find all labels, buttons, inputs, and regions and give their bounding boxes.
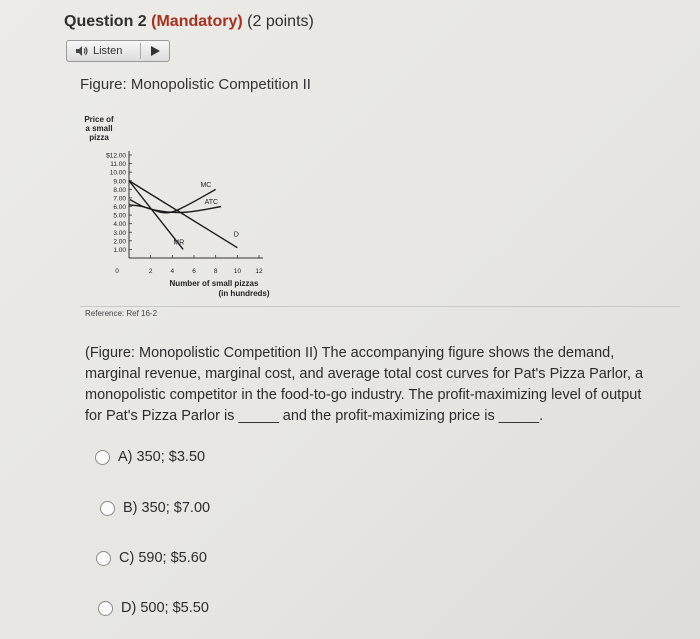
radio-option-c[interactable]: [96, 551, 111, 566]
x-axis-label-units: (in hundreds): [218, 289, 270, 298]
option-d-text: 500; $5.50: [140, 600, 209, 616]
option-b-text: 350; $7.00: [141, 500, 211, 516]
y-tick-label: 4.00: [113, 221, 126, 229]
x-tick-label: 6: [192, 268, 196, 275]
play-icon[interactable]: [151, 46, 160, 56]
y-tick-label: 11.00: [110, 161, 126, 169]
listen-button[interactable]: [66, 40, 170, 62]
curve-label-atc: ATC: [204, 198, 219, 206]
y-tick-label: 8.00: [113, 186, 126, 194]
x-tick-label: 8: [213, 268, 218, 275]
listen-label: Listen: [93, 45, 123, 57]
option-a-text: 350; $3.50: [136, 449, 206, 465]
y-tick-label: 7.00: [113, 195, 126, 203]
option-d[interactable]: [98, 600, 209, 616]
y-tick-label: 2.00: [113, 238, 126, 246]
curve-label-mc: MC: [200, 181, 212, 189]
option-c-letter: C): [119, 550, 135, 566]
option-d-letter: D): [121, 600, 137, 616]
curve-d: [129, 181, 237, 248]
y-axis-label: pizza: [89, 133, 109, 142]
y-axis-label: Price of: [84, 115, 114, 124]
x-tick-label: 10: [233, 268, 241, 275]
y-tick-label: 5.00: [113, 212, 126, 220]
question-number: Question 2: [64, 13, 147, 30]
y-axis-label: a small: [85, 124, 113, 133]
option-a[interactable]: [95, 449, 205, 465]
mandatory-label: (Mandatory): [151, 13, 243, 30]
monopolistic-competition-chart: [74, 108, 294, 304]
question-prompt: (Figure: Monopolistic Competition II) The accompanying figure shows the demand, marginal revenue, marginal cost, and average total cost curves for Pat's Pizza Parlor, a monopolistic competitor in the food-to-go industry. The profit-maximizing level of output for Pat's Pizza Parlor is _____ and the profit-maximizing price is _____.: [85, 345, 644, 424]
x-tick-label: 4: [170, 268, 175, 275]
option-a-letter: A): [118, 449, 133, 465]
curve-label-mr: MR: [173, 239, 185, 247]
x-axis-label: Number of small pizzas: [169, 279, 259, 288]
y-tick-label: 1.00: [113, 246, 126, 254]
section-divider: [80, 306, 680, 307]
x-tick-label: 2: [148, 268, 153, 275]
y-tick-label: 10.00: [109, 169, 126, 177]
y-tick-label: 9.00: [113, 178, 126, 186]
reference-label: Reference: Ref 16-2: [85, 309, 158, 318]
points-label: (2 points): [247, 13, 314, 30]
speaker-icon: [75, 45, 89, 57]
option-b-letter: B): [123, 500, 138, 516]
option-c-text: 590; $5.60: [138, 550, 207, 566]
option-c[interactable]: [96, 550, 207, 566]
radio-option-a[interactable]: [95, 450, 110, 465]
figure-title: Figure: Monopolistic Competition II: [80, 76, 311, 93]
radio-option-d[interactable]: [98, 601, 113, 616]
x-tick-label: 12: [255, 268, 263, 275]
y-tick-label: $12.00: [106, 152, 126, 160]
y-tick-label: 6.00: [113, 204, 126, 211]
option-b[interactable]: [100, 500, 210, 516]
y-tick-label: 3.00: [113, 229, 126, 237]
curve-label-d: D: [233, 231, 239, 239]
x-tick-label: 0: [115, 268, 119, 275]
radio-option-b[interactable]: [100, 501, 115, 516]
listen-divider: [140, 43, 141, 59]
question-title: [64, 13, 314, 31]
